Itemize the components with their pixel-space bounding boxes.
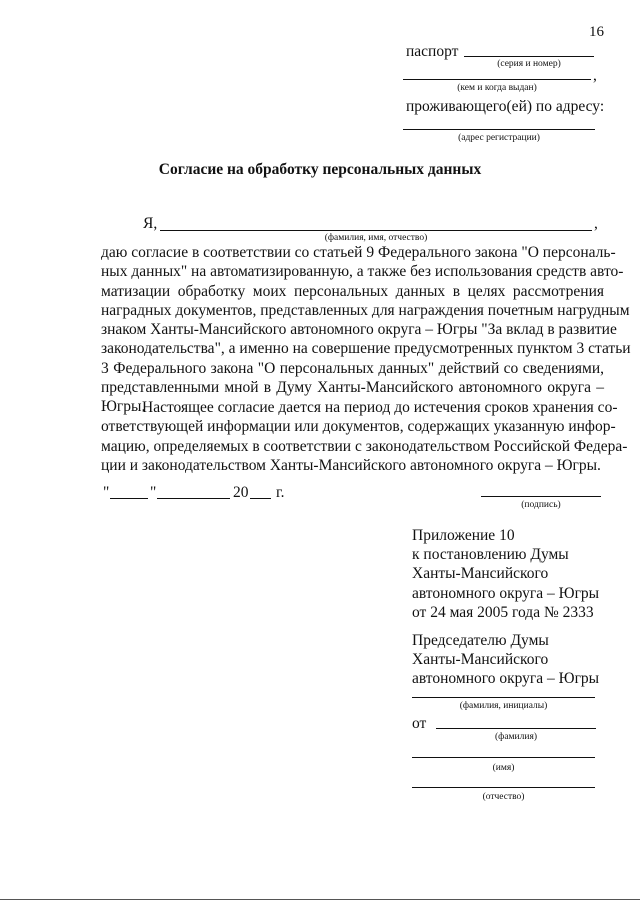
year-suffix: г. — [276, 484, 285, 501]
addressee-line: Ханты-Мансийского — [412, 651, 549, 669]
appendix-line: от 24 мая 2005 года № 2333 — [412, 603, 594, 621]
declarant-prefix: Я, — [143, 215, 158, 232]
declarant-name-line[interactable] — [160, 230, 592, 231]
addressee-line: автономного округа – Югры — [412, 670, 600, 688]
paragraph-line: даю согласие в соответствии со статьей 9 Федерального закона "О персональ- — [101, 244, 616, 261]
patronymic-line[interactable] — [412, 787, 595, 788]
paragraph-line: знаком Ханты-Мансийского автономного округа – Югры "За вклад в развитие — [101, 321, 617, 339]
paragraph-line: Настоящее согласие дается на период до истечения сроков хранения со- — [142, 399, 618, 416]
paragraph-line: наградных документов, представленных для награждения почетным нагрудным — [101, 301, 630, 319]
consent-period-paragraph — [101, 398, 628, 475]
address-caption: (адрес регистрации) — [458, 133, 540, 143]
first-name-caption: (имя) — [492, 763, 515, 773]
appendix-line: Приложение 10 — [412, 527, 515, 544]
paragraph-line: законодательства", а именно на совершение предусмотренных пунктом 3 статьи — [101, 340, 631, 358]
surname-caption: (фамилия) — [495, 732, 537, 742]
paragraph-line: представленными мной в Думу Ханты-Мансийского автономного округа – — [101, 379, 604, 397]
name-initials-caption: (фамилия, инициалы) — [459, 701, 548, 711]
date-quote-close: " — [150, 484, 157, 501]
passport-label: паспорт — [406, 43, 459, 60]
page-bottom-rule — [0, 899, 640, 900]
appendix-line: автономного округа – Югры — [412, 584, 600, 602]
signature-caption: (подпись) — [521, 500, 561, 510]
paragraph-line: ответствующей информации или документов, содержащих указанную инфор- — [101, 418, 616, 436]
month-line[interactable] — [157, 498, 230, 499]
declarant-caption: (фамилия, имя, отчество) — [324, 233, 428, 243]
patronymic-caption: (отчество) — [482, 792, 525, 802]
page-number: 16 — [589, 24, 604, 40]
addressee-line: Председателю Думы — [412, 632, 549, 649]
consent-paragraph — [101, 243, 631, 417]
surname-line[interactable] — [436, 728, 596, 729]
passport-number-line[interactable] — [464, 56, 594, 57]
paragraph-line: матизации обработку моих персональных данных в целях рассмотрения — [101, 282, 604, 300]
signature-line[interactable] — [481, 496, 601, 497]
year-line[interactable] — [250, 498, 271, 499]
day-line[interactable] — [110, 498, 148, 499]
paragraph-line: ных данных" на автоматизированную, а также без использования средств авто- — [101, 263, 624, 281]
residing-label: проживающего(ей) по адресу: — [406, 98, 605, 115]
document-title: Согласие на обработку персональных данных — [158, 161, 482, 178]
address-line[interactable] — [403, 129, 595, 130]
year-prefix: 20 — [233, 484, 249, 501]
issued-comma: , — [593, 67, 597, 84]
addressee-block — [412, 631, 599, 689]
issued-caption: (кем и когда выдан) — [457, 83, 537, 93]
paragraph-line: 3 Федерального закона "О персональных данных" действий со сведениями, — [101, 359, 604, 377]
declarant-comma: , — [594, 215, 598, 232]
from-label: от — [412, 715, 427, 732]
appendix-line: Ханты-Мансийского — [412, 565, 549, 583]
appendix-block — [412, 526, 599, 622]
name-initials-line[interactable] — [412, 697, 595, 698]
passport-issued-line[interactable] — [403, 79, 591, 80]
date-quote-open: " — [103, 484, 110, 501]
passport-caption: (серия и номер) — [497, 59, 561, 69]
first-name-line[interactable] — [412, 757, 595, 758]
paragraph-line: мацию, определяемых в соответствии с законодательством Российской Федера- — [101, 437, 628, 455]
paragraph-line: ции и законодательством Ханты-Мансийского автономного округа – Югры. — [101, 456, 601, 474]
appendix-line: к постановлению Думы — [412, 546, 569, 564]
paragraph-line: Югры. — [101, 398, 146, 416]
